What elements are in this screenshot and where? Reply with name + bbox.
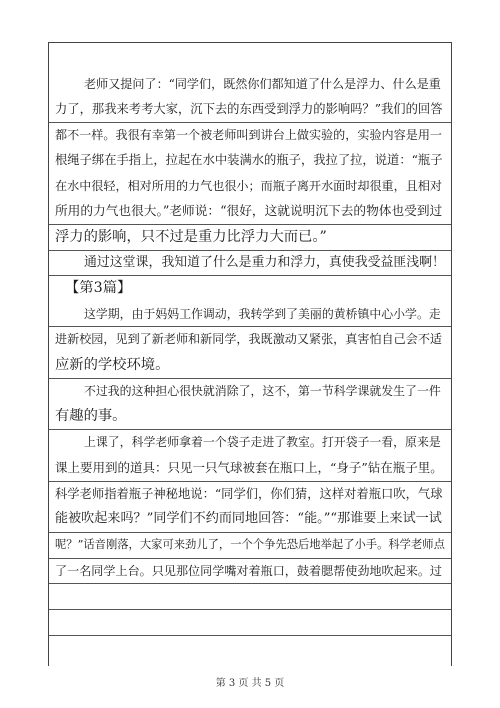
text-line: 不过我的这种担心很快就消除了，这不，第一节科学课就发生了一件 [84, 384, 441, 398]
text-line: 老师又提问了：“同学们，既然你们都知道了什么是浮力、什么是重 [84, 77, 441, 91]
text-line: 课上要用到的道具：只见一只气球被套在瓶口上，“身子”钻在瓶子里。 [55, 460, 443, 475]
document-frame [48, 42, 452, 666]
row-divider [49, 635, 451, 636]
section-heading: 【第3篇】 [65, 280, 132, 296]
row-divider [49, 583, 451, 584]
text-line: 在水中很轻，相对所用的力气也很小；而瓶子离开水面时却很重，且相对 [55, 179, 443, 193]
text-line: 呢？”话音刚落，大家可来劲儿了，一个个争先恐后地举起了小手。科学老师点 [55, 538, 445, 551]
text-line: 根绳子绑在手指上，拉起在水中装满水的瓶子，我拉了拉，说道：“瓶子 [55, 153, 443, 167]
text-line: 进新校园，见到了新老师和新同学，我既激动又紧张，真害怕自己会不适 [55, 332, 443, 346]
text-line: 应新的学校环境。 [55, 357, 170, 373]
text-line: 通过这堂课，我知道了什么是重力和浮力，真使我受益匪浅啊！ [84, 255, 445, 270]
text-line: 上课了，科学老师拿着一个袋子走进了教室。打开袋子一看，原来是 [84, 435, 441, 449]
text-line: 能被吹起来吗？”同学们不约而同地回答：“能。”“那谁要上来试一试 [55, 511, 442, 526]
text-line: 力了，那我来考考大家，沉下去的东西受到浮力的影响吗？”我们的回答 [55, 102, 443, 116]
text-line: 浮力的影响，只不过是重力比浮力大而已。” [55, 229, 327, 245]
page-footer: 第 3 页 共 5 页 [215, 678, 285, 689]
text-line: 这学期，由于妈妈工作调动，我转学到了美丽的黄桥镇中心小学。走 [84, 307, 441, 321]
text-line: 了一名同学上台。只见那位同学嘴对着瓶口，鼓着腮帮使劲地吹起来。过 [55, 564, 443, 578]
text-line: 有趣的事。 [55, 408, 127, 424]
text-line: 都不一样。我很有幸第一个被老师叫到讲台上做实验的，实验内容是用一 [55, 128, 443, 142]
text-line: 科学老师指着瓶子神秘地说：“同学们，你们猜，这样对着瓶口吹，气球 [55, 487, 443, 501]
text-line: 所用的力气也很大。”老师说：“很好，这就说明沉下去的物体也受到过 [55, 203, 443, 218]
row-divider [49, 609, 451, 610]
